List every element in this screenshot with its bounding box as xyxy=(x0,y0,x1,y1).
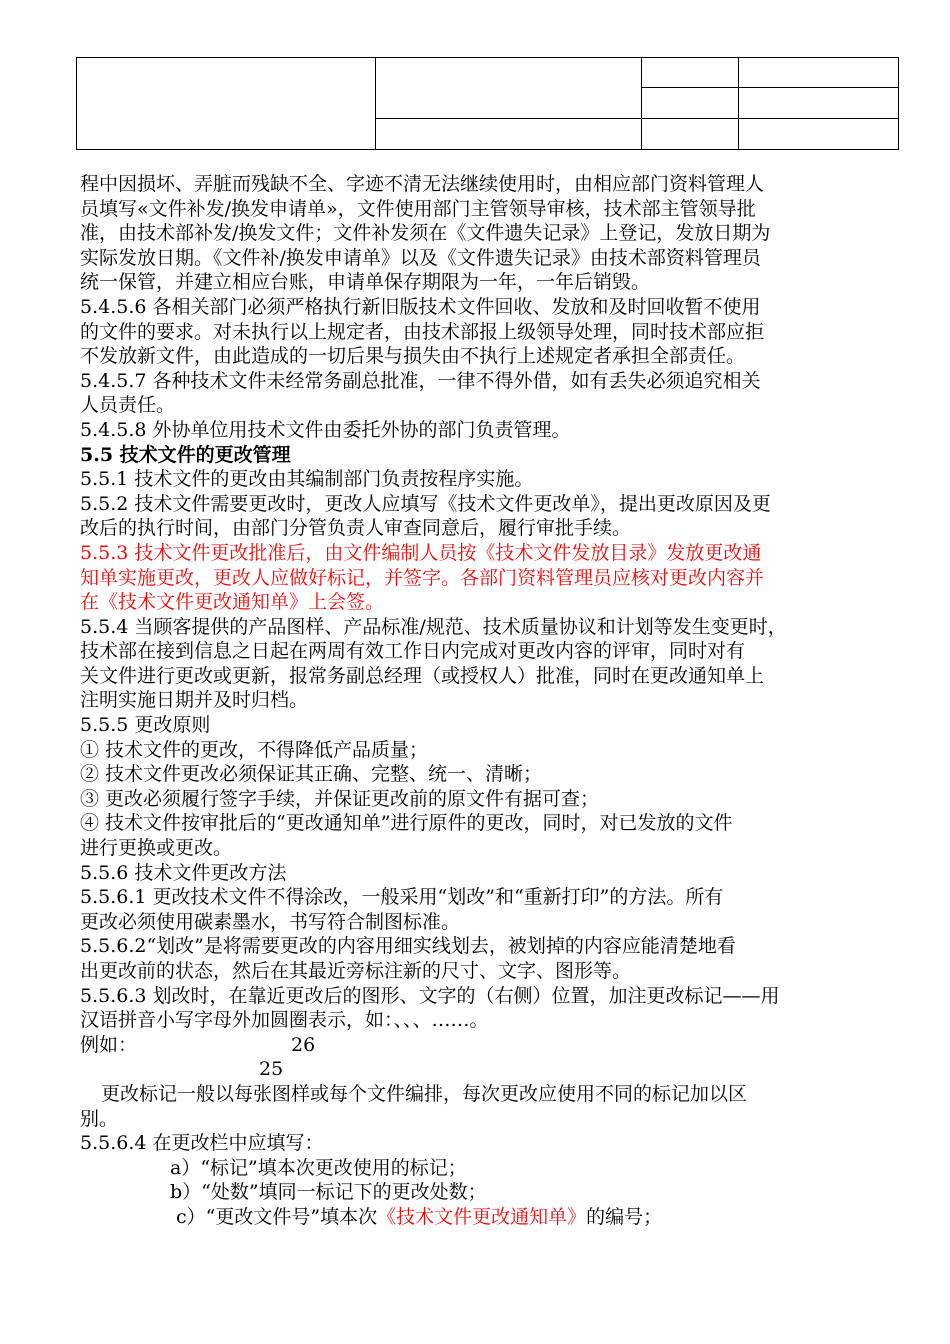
body-line-highlighted: 知单实施更改，更改人应做好标记，并签字。各部门资料管理员应核对更改内容并 xyxy=(80,566,765,589)
header-cell-title xyxy=(376,58,642,119)
header-cell-label xyxy=(642,58,739,88)
body-line: 出更改前的状态，然后在其最近旁标注新的尺寸、文字、图形等。 xyxy=(80,960,632,982)
body-line: 的文件的要求。对未执行以上规定者，由技术部报上级领导处理，同时技术部应拒 xyxy=(80,320,765,343)
clause-5-5-3-highlighted: 5.5.3 技术文件更改批准后，由文件编制人员按《技术文件发放目录》发放更改通 xyxy=(80,541,762,564)
clause-5-5-4: 5.5.4 当顾客提供的产品图样、产品标准/规范、技术质量协议和计划等发生变更时， xyxy=(80,615,787,638)
principle-1: ① 技术文件的更改，不得降低产品质量； xyxy=(80,738,429,761)
body-line: 注明实施日期并及时归档。 xyxy=(80,689,309,712)
list-item-b: b）“处数”填同一标记下的更改处数； xyxy=(170,1181,487,1204)
clause-5-5-6-2: 5.5.6.2“划改”是将需要更改的内容用细实线划去，被划掉的内容应能清楚地看 xyxy=(80,935,736,958)
header-cell-label xyxy=(642,119,739,150)
list-item-c-highlight: 《技术文件更改通知单》 xyxy=(377,1205,587,1228)
header-cell-label xyxy=(642,88,739,119)
clause-5-5-5: 5.5.5 更改原则 xyxy=(80,714,211,737)
clause-5-5-6: 5.5.6 技术文件更改方法 xyxy=(80,861,287,884)
body-line: 汉语拼音小写字母外加圆圈表示，如：、、、……。 xyxy=(80,1009,489,1032)
clause-5-5-6-3: 5.5.6.3 划改时，在靠近更改后的图形、文字的（右侧）位置，加注更改标记——用 xyxy=(80,984,780,1007)
example-new-value: 26 xyxy=(291,1033,316,1056)
body-line: 不发放新文件，由此造成的一切后果与损失由不执行上述规定者承担全部责任。 xyxy=(80,345,746,368)
principle-3: ③ 更改必须履行签字手续，并保证更改前的原文件有据可查； xyxy=(80,787,600,810)
example-label: 例如： xyxy=(80,1033,138,1056)
clause-5-4-5-7: 5.4.5.7 各种技术文件未经常务副总批准，一律不得外借，如有丢失必须追究相关 xyxy=(80,369,761,392)
header-cell-value xyxy=(739,119,899,150)
body-line: 关文件进行更改或更新，报常务副总经理（或授权人）批准，同时在更改通知单上 xyxy=(80,664,765,687)
clause-5-4-5-6: 5.4.5.6 各相关部门必须严格执行新旧版技术文件回收、发放和及时回收暂不使用 xyxy=(80,295,761,318)
body-line: 实际发放日期。《文件补/换发申请单》以及《文件遗失记录》由技术部资料管理员 xyxy=(80,246,761,269)
list-item-c-prefix: c）“更改文件号”填本次 xyxy=(176,1205,378,1228)
body-line: 人员责任。 xyxy=(80,394,176,417)
section-heading-5-5: 5.5 技术文件的更改管理 xyxy=(80,443,291,466)
example-row xyxy=(80,1033,870,1058)
clause-5-5-6-1: 5.5.6.1 更改技术文件不得涂改，一般采用“划改”和“重新打印”的方法。所有 xyxy=(80,886,724,909)
body-line: 更改必须使用碳素墨水，书写符合制图标准。 xyxy=(80,910,461,933)
body-line: 员填写«文件补发/换发申请单»，文件使用部门主管领导审核，技术部主管领导批 xyxy=(80,197,756,220)
header-cell-logo xyxy=(77,58,376,150)
body-line: 进行更换或更改。 xyxy=(80,837,233,860)
clause-5-5-2: 5.5.2 技术文件需要更改时，更改人应填写《技术文件更改单》，提出更改原因及更 xyxy=(80,492,771,515)
clause-5-5-1: 5.5.1 技术文件的更改由其编制部门负责按程序实施。 xyxy=(80,468,534,491)
header-cell-value xyxy=(739,88,899,119)
body-line: 统一保管，并建立相应台账，申请单保存期限为一年，一年后销毁。 xyxy=(80,271,651,294)
clause-5-4-5-8: 5.4.5.8 外协单位用技术文件由委托外协的部门负责管理。 xyxy=(80,418,571,441)
principle-4: ④ 技术文件按审批后的“更改通知单”进行原件的更改，同时，对已发放的文件 xyxy=(80,812,733,835)
list-item-a: a）“标记”填本次更改使用的标记； xyxy=(170,1156,467,1179)
header-cell-subtitle xyxy=(376,119,642,150)
header-cell-value xyxy=(739,58,899,88)
list-item-c xyxy=(80,1205,870,1230)
body-line: 更改标记一般以每张图样或每个文件编排，每次更改应使用不同的标记加以区 xyxy=(101,1082,748,1105)
body-line-highlighted: 在《技术文件更改通知单》上会签。 xyxy=(80,591,385,614)
body-line: 改后的执行时间，由部门分管负责人审查同意后，履行审批手续。 xyxy=(80,517,632,540)
list-item-c-suffix: 的编号； xyxy=(586,1205,663,1228)
principle-2: ② 技术文件更改必须保证其正确、完整、统一、清晰； xyxy=(80,763,543,786)
example-old-value: 25 xyxy=(259,1058,284,1081)
document-header-table xyxy=(76,57,899,150)
body-line: 准，由技术部补发/换发文件；文件补发须在《文件遗失记录》上登记，发放日期为 xyxy=(80,222,771,245)
example-row xyxy=(80,1057,870,1082)
body-line: 程中因损坏、弄脏而残缺不全、字迹不清无法继续使用时，由相应部门资料管理人 xyxy=(80,173,765,195)
clause-5-5-6-4: 5.5.6.4 在更改栏中应填写： xyxy=(80,1132,324,1155)
body-line: 别。 xyxy=(80,1107,119,1130)
body-line: 技术部在接到信息之日起在两周有效工作日内完成对更改内容的评审，同时对有 xyxy=(80,640,746,663)
document-body xyxy=(80,172,870,1230)
